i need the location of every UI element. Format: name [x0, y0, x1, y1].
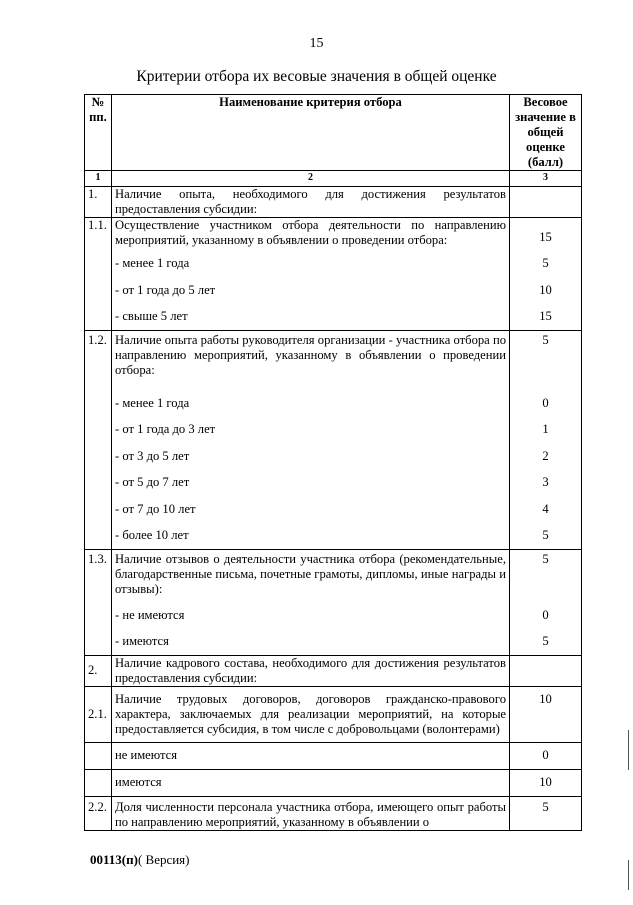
column-numbers-row — [85, 171, 582, 187]
criterion-value — [510, 655, 582, 686]
item-value: 5 — [542, 528, 549, 542]
criterion-value: 15 — [539, 230, 552, 244]
list-item: - имеются — [115, 634, 169, 648]
document-footer — [90, 852, 190, 868]
value-cell — [510, 330, 582, 549]
list-item: - от 1 года до 5 лет — [115, 282, 216, 297]
criterion-value — [510, 187, 582, 218]
list-item: - более 10 лет — [115, 528, 189, 542]
criterion-value: 5 — [542, 551, 549, 566]
criterion-text: Доля численности персонала участника отбора, имеющего опыт работы по направлению мероприятий, указанному в объявлении о — [112, 796, 510, 830]
scan-artifact — [628, 730, 629, 770]
document-version: ( Версия) — [137, 852, 190, 867]
table-row — [85, 187, 582, 218]
item-value: 15 — [539, 309, 552, 323]
header-weight: Весовое значение в общей оценке (балл) — [510, 95, 582, 171]
table-row — [85, 218, 582, 331]
criteria-table — [84, 94, 582, 831]
value-cell — [510, 218, 582, 331]
criterion-value: 0 — [510, 742, 582, 769]
item-value: 0 — [542, 607, 549, 622]
column-number-1: 1 — [85, 171, 112, 187]
list-item: - менее 1 года — [115, 256, 190, 270]
criterion-text: Наличие кадрового состава, необходимого для достижения результатов предоставления субсидии: — [112, 655, 510, 686]
row-number: 1.1. — [85, 218, 112, 331]
row-number: 1. — [85, 187, 112, 218]
criterion-value: 5 — [542, 332, 549, 347]
list-item: - от 7 до 10 лет — [115, 501, 196, 516]
table-row — [85, 655, 582, 686]
criterion-value: 5 — [510, 796, 582, 830]
page-title: Критерии отбора их весовые значения в общей оценке — [136, 68, 497, 85]
list-item: - свыше 5 лет — [115, 309, 188, 323]
header-number: № пп. — [85, 95, 112, 171]
criterion-cell — [112, 330, 510, 549]
table-header-row — [85, 95, 582, 171]
criterion-text: Наличие отзывов о деятельности участника отбора (рекомендательные, благодарственные письма, почетные грамоты, дипломы, иные награды и отзывы): — [115, 551, 506, 596]
criterion-text: имеются — [112, 769, 510, 796]
table-row — [85, 742, 582, 769]
item-value: 1 — [542, 422, 549, 436]
row-number: 2.1. — [85, 686, 112, 742]
item-value: 4 — [542, 501, 549, 516]
table-row — [85, 796, 582, 830]
document-code: 00113(п) — [90, 852, 138, 867]
item-value: 0 — [542, 395, 549, 410]
table-row — [85, 686, 582, 742]
row-number — [85, 769, 112, 796]
row-number: 1.3. — [85, 549, 112, 655]
item-value: 3 — [542, 475, 549, 489]
criterion-text: не имеются — [112, 742, 510, 769]
table-row — [85, 769, 582, 796]
list-item: - от 5 до 7 лет — [115, 475, 190, 489]
criterion-cell — [112, 549, 510, 655]
criterion-text: Наличие опыта, необходимого для достижения результатов предоставления субсидии: — [112, 187, 510, 218]
item-value: 10 — [539, 282, 552, 297]
scan-artifact — [628, 860, 629, 890]
column-number-2: 2 — [112, 171, 510, 187]
criterion-value: 10 — [510, 686, 582, 742]
list-item: - менее 1 года — [115, 395, 190, 410]
item-value: 2 — [542, 448, 549, 463]
page-number: 15 — [309, 36, 324, 51]
list-item: - от 1 года до 3 лет — [115, 422, 216, 436]
criterion-value: 10 — [510, 769, 582, 796]
column-number-3: 3 — [510, 171, 582, 187]
criterion-text: Осуществление участником отбора деятельности по направлению мероприятий, указанному в объявлении о проведении отбора: — [115, 218, 506, 247]
row-number: 1.2. — [85, 330, 112, 549]
item-value: 5 — [542, 634, 549, 648]
list-item: - не имеются — [115, 607, 185, 622]
list-item: - от 3 до 5 лет — [115, 448, 190, 463]
criterion-text: Наличие трудовых договоров, договоров гражданско-правового характера, заключаемых для реализации мероприятий, на которые предоставляется субсидия, в том числе с добровольцами (волонтерами) — [112, 686, 510, 742]
row-number: 2.2. — [85, 796, 112, 830]
item-value: 5 — [542, 256, 549, 270]
header-criterion-name: Наименование критерия отбора — [112, 95, 510, 171]
value-cell — [510, 549, 582, 655]
criterion-cell — [112, 218, 510, 331]
table-row — [85, 549, 582, 655]
row-number: 2. — [85, 655, 112, 686]
criterion-text: Наличие опыта работы руководителя организации - участника отбора по направлению мероприятий, указанному в объявлении о проведении отбора: — [115, 332, 506, 377]
table-row — [85, 330, 582, 549]
row-number — [85, 742, 112, 769]
